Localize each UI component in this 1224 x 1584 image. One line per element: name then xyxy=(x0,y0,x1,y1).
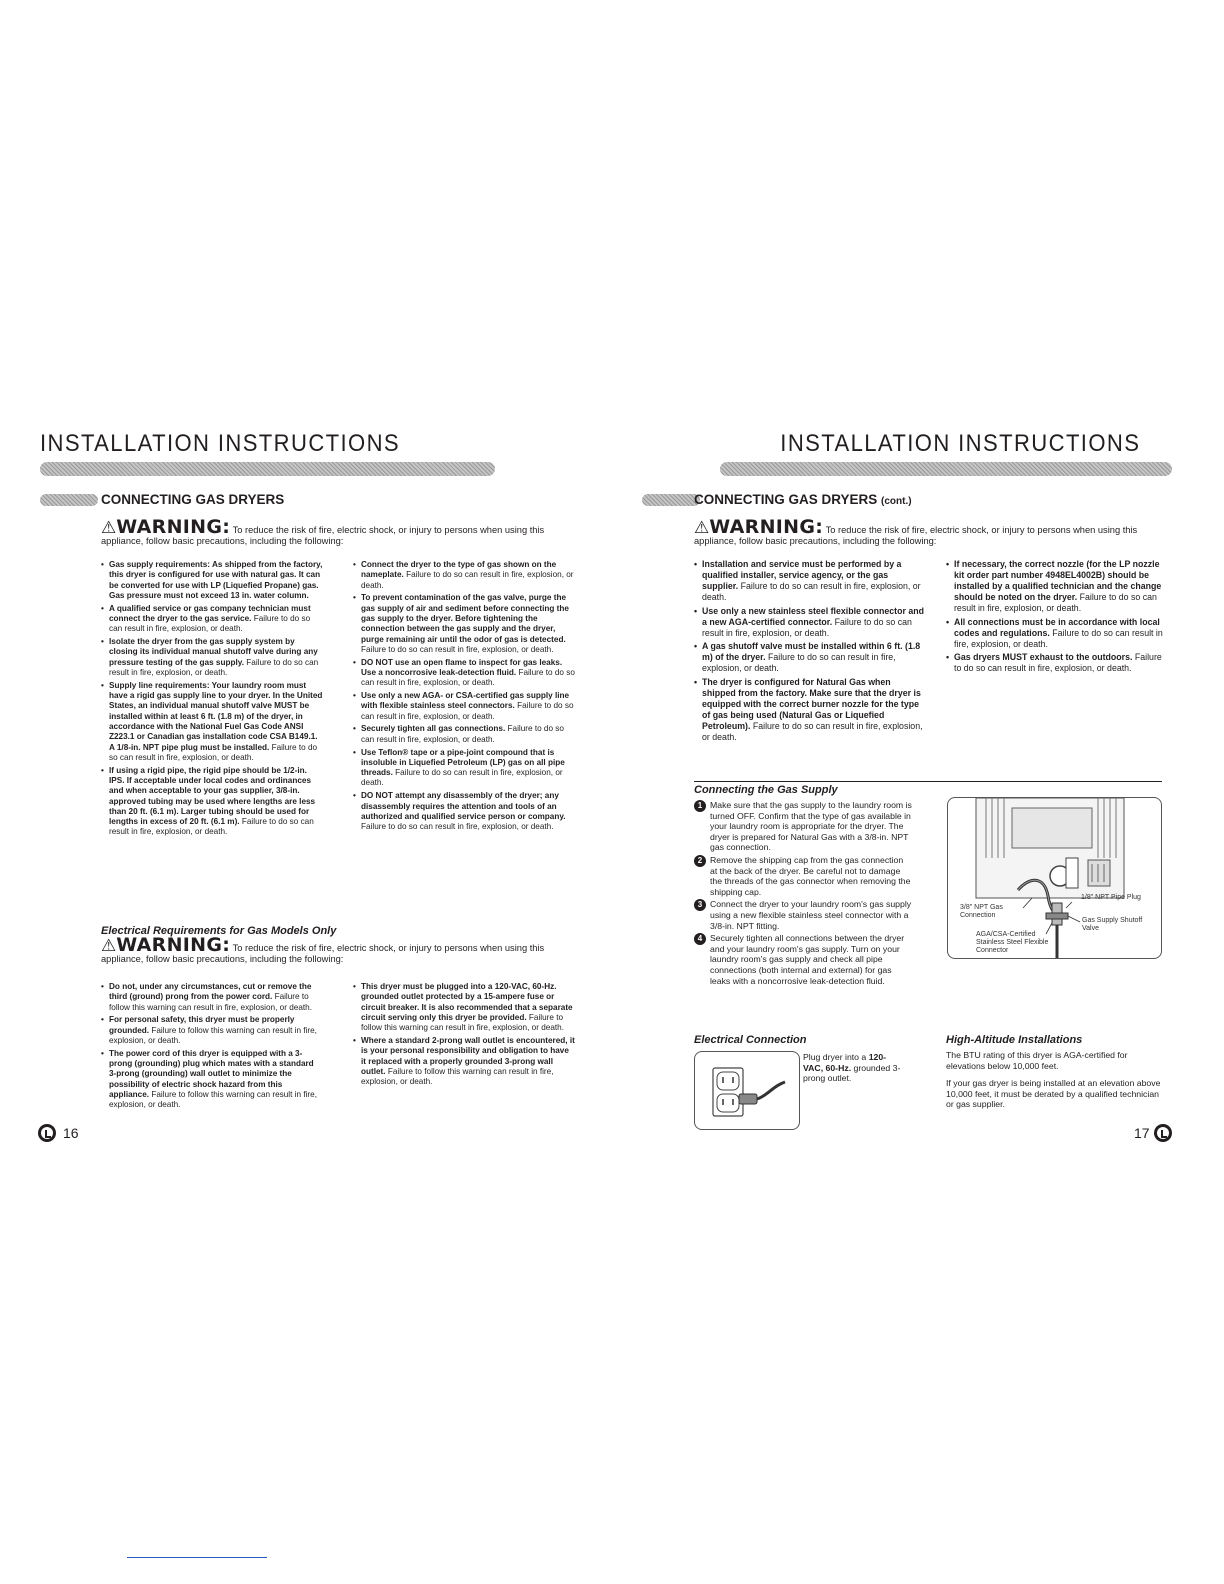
bullet-text: Failure to do so can result in fire, explosion, or death. xyxy=(361,667,575,688)
bullet-bold-text: The power cord of this dryer is equipped with a 3-prong (grounding) plug which mates with a standard 3-prong (grounding) wall outlet to minimize the possibility of electric shock hazard from this appliance. xyxy=(109,1048,314,1099)
bullet-text: Failure to do so can result in fire, explosion, or death. xyxy=(361,570,574,590)
gas-connection-diagram xyxy=(947,797,1162,959)
bullet-item xyxy=(353,658,575,689)
bullet-bold-text: Where a standard 2-prong wall outlet is encountered, it is your personal responsibility and obligation to have it replaced with a properly grounded 3-prong wall outlet. xyxy=(361,1035,575,1076)
step-number-badge: 2 xyxy=(694,855,706,867)
step-number-badge: 1 xyxy=(694,800,706,812)
bullet-bold-text: Use only a new stainless steel flexible connector and a new AGA-certified connector. xyxy=(702,605,924,627)
bullet-bold-text: A qualified service or gas company technician must connect the dryer to the gas service. xyxy=(109,603,311,623)
bullet-text: Failure to follow this warning can result in fire, explosion, or death. xyxy=(109,992,312,1012)
gas-supply-steps xyxy=(694,800,912,988)
elec-text-bold: 120-VAC, 60-Hz. xyxy=(803,1052,887,1073)
page-number: 16 xyxy=(63,1125,79,1141)
electrical-connection-heading: Electrical Connection xyxy=(694,1034,807,1046)
bullet-bold-text: A gas shutoff valve must be installed within 6 ft. (1.8 m) of the dryer. xyxy=(702,641,921,662)
bullet-item xyxy=(353,791,575,832)
title-bar xyxy=(40,462,495,476)
bullet-text: Failure to do so can result in fire, explosion, or death. xyxy=(361,701,574,721)
electrical-requirements-heading: Electrical Requirements for Gas Models Only xyxy=(101,925,337,937)
high-altitude-paragraph-1: The BTU rating of this dryer is AGA-certified for elevations below 10,000 feet. xyxy=(946,1050,1128,1071)
section-pill xyxy=(642,494,700,506)
bullet-bold-text: If using a rigid pipe, the rigid pipe should be 1/2-in. IPS. If acceptable under local codes and ordinances and when acceptable to your gas supplier, 3/8-in. approved tubing may be used where lengths are less than 20 ft. (6.1 m). Larger tubing should be used for lengths in excess of 20 ft. (6.1 m). xyxy=(109,765,316,827)
connecting-gas-supply-heading: Connecting the Gas Supply xyxy=(694,784,838,796)
bullet-text: Failure to do so can result in fire, explosion, or death. xyxy=(109,742,318,762)
step-text: Make sure that the gas supply to the laundry room is turned OFF. Confirm that the type of gas available in your laundry room is appropriate for the dryer. The dryer is prepared for Natural Gas with a 3/8-in. NPT gas connection. xyxy=(710,800,912,853)
section-pill xyxy=(40,494,98,506)
electrical-bullet-column-1 xyxy=(101,982,323,1113)
bullet-text: Failure to follow this warning can result in fire, explosion, or death. xyxy=(109,1025,317,1045)
bullet-item xyxy=(946,617,1168,650)
section-heading: CONNECTING GAS DRYERS xyxy=(101,492,285,507)
bullet-bold-text: Use Teflon® tape or a pipe-joint compound that is insoluble in Liquefied Petroleum (LP) gas on all pipe threads. xyxy=(361,747,565,778)
bullet-item xyxy=(946,652,1168,674)
high-altitude-heading: High-Altitude Installations xyxy=(946,1034,1083,1046)
bullet-item xyxy=(101,560,323,601)
page-number: 17 xyxy=(1134,1125,1150,1141)
bullet-text: Failure to do so can result in fire, explosion, or death. xyxy=(954,652,1162,673)
bullet-text: Failure to do so can result in fire, explosion, or death. xyxy=(109,817,314,837)
npt-gas-connection-label: 3/8" NPT Gas Connection xyxy=(960,904,1003,919)
bullet-item xyxy=(353,691,575,722)
bullet-item xyxy=(353,748,575,789)
warning-text: To reduce the risk of fire, electric shock, or injury to persons when using this appliance, follow basic precautions, including the following: xyxy=(694,525,1138,546)
flexible-connector-label: AGA/CSA-Certified Stainless Steel Flexible Connector xyxy=(976,931,1049,954)
gas-supply-valve-label: Gas Supply Shutoff Valve xyxy=(1082,917,1143,932)
left-bullet-column-2 xyxy=(353,560,575,835)
section-heading xyxy=(694,492,912,507)
bullet-item xyxy=(101,1049,323,1111)
bullet-text: Failure to do so can result in fire, explosion, or death. xyxy=(361,768,563,788)
bullet-bold-text: For personal safety, this dryer must be properly grounded. xyxy=(109,1015,295,1035)
high-altitude-paragraph-2: If your gas dryer is being installed at an elevation above 10,000 feet, it must be derated by a qualified technician or gas supplier. xyxy=(946,1078,1161,1110)
right-bullet-column-1 xyxy=(694,559,926,745)
bullet-item xyxy=(353,982,575,1033)
bullet-bold-text: The dryer is configured for Natural Gas when shipped from the factory. Make sure that the dryer is equipped with the correct burner nozzle for the type of gas being used (Natural Gas or Liquefied Petroleum). xyxy=(702,676,921,731)
step-text: Remove the shipping cap from the gas connection at the back of the dryer. Be careful not to damage the threads of the gas connector when removing the shipping cap. xyxy=(710,854,911,897)
bullet-text: Failure to do so can result in fire, explosion, or death. xyxy=(109,657,319,677)
bullet-text: Failure to do so can result in fire, explosion, or death. xyxy=(702,720,923,742)
step-item xyxy=(694,933,912,986)
warning-icon: ⚠ xyxy=(694,518,710,537)
bullet-bold-text: Supply line requirements: Your laundry room must have a rigid gas supply line to your dryer. In the United States, an individual manual shutoff valve MUST be installed within at least 6 ft. (1.8 m) of the dryer, in accordance with the National Fuel Gas Code ANSI Z223.1 or Canadian gas installation code CSA B149.1. A 1/8-in. NPT pipe plug must be installed. xyxy=(109,680,323,752)
bullet-item xyxy=(694,559,926,603)
step-item xyxy=(694,899,912,931)
bullet-text: Failure to do so can result in fire, explosion, or death. xyxy=(361,644,554,654)
bullet-item xyxy=(353,593,575,655)
elec-text-pre: Plug dryer into a xyxy=(803,1052,867,1062)
bullet-bold-text: All connections must be in accordance with local codes and regulations. xyxy=(954,616,1160,638)
outlet-diagram xyxy=(694,1051,800,1130)
bullet-bold-text: If necessary, the correct nozzle (for the LP nozzle kit order part number 4948EL4002B) should be installed by a qualified technician and the change should be noted on the dryer. xyxy=(954,559,1162,602)
warning-icon: ⚠ xyxy=(101,936,117,955)
bullet-text: Failure to follow this warning can result in fire, explosion, or death. xyxy=(361,1066,554,1087)
bullet-bold-text: Installation and service must be performed by a qualified installer, service agency, or the gas supplier. xyxy=(702,559,902,591)
bullet-item xyxy=(353,724,575,745)
title-bar xyxy=(720,462,1172,476)
bullet-item xyxy=(101,1015,323,1046)
warning-block xyxy=(694,516,1164,547)
bullet-item xyxy=(101,681,323,763)
bullet-item xyxy=(101,982,323,1013)
page-title: INSTALLATION INSTRUCTIONS xyxy=(779,430,1140,457)
warning-block xyxy=(101,516,571,547)
bullet-bold-text: Use only a new AGA- or CSA-certified gas supply line with flexible stainless steel connectors. xyxy=(361,691,570,711)
bullet-text: Failure to do so can result in fire, explosion, or death. xyxy=(109,613,311,634)
bullet-item xyxy=(353,560,575,591)
bullet-item xyxy=(101,766,323,838)
right-bullet-column-2 xyxy=(946,559,1168,677)
electrical-bullet-column-2 xyxy=(353,982,575,1090)
lg-logo-icon xyxy=(1154,1124,1172,1142)
page-title: INSTALLATION INSTRUCTIONS xyxy=(40,430,401,457)
bullet-bold-text: Connect the dryer to the type of gas shown on the nameplate. xyxy=(361,560,557,580)
bullet-text: Failure to follow this warning can result in fire, explosion, or death. xyxy=(109,1089,317,1110)
bullet-text: Failure to do so can result in fire, explosion, or death. xyxy=(702,616,912,638)
bullet-text: Failure to do so can result in fire, explosion, or death. xyxy=(361,822,554,832)
step-number-badge: 4 xyxy=(694,933,706,945)
bullet-item xyxy=(694,606,926,639)
bullet-bold-text: DO NOT attempt any disassembly of the dryer; any disassembly requires the attention and tools of an authorized and qualified service person or company. xyxy=(361,791,566,821)
right-page xyxy=(612,0,1224,1584)
warning-icon: ⚠ xyxy=(101,518,117,537)
npt-pipe-plug-label: 1/8" NPT Pipe Plug xyxy=(1081,894,1141,901)
section-heading-text: CONNECTING GAS DRYERS xyxy=(694,492,878,507)
bullet-text: Failure to do so can result in fire, explosion, or death. xyxy=(954,627,1163,649)
bullet-bold-text: To prevent contamination of the gas valve, purge the gas supply of air and sediment before connecting the gas supply to the dryer. Before tightening the connection between the gas supply and the dryer, purge remaining air until the odor of gas is detected. xyxy=(361,593,569,644)
electrical-warning-block xyxy=(101,934,571,965)
bullet-item xyxy=(694,641,926,674)
bullet-item xyxy=(946,559,1168,614)
bullet-bold-text: This dryer must be plugged into a 120-VAC, 60-Hz. grounded outlet protected by a 15-ampere fuse or circuit breaker. It is also recommended that a separate circuit serving only this dryer be provided. xyxy=(361,982,573,1022)
step-text: Connect the dryer to your laundry room's gas supply using a new flexible stainless steel connector with a 3/8-in. NPT fitting. xyxy=(710,899,912,931)
outlet-plug-icon xyxy=(695,1052,799,1129)
electrical-connection-text xyxy=(803,1052,903,1084)
bullet-bold-text: Isolate the dryer from the gas supply system by closing its individual manual shutoff valve during any pressure testing of the gas supply. xyxy=(109,637,318,667)
lg-logo-icon xyxy=(38,1124,56,1142)
bullet-bold-text: Gas supply requirements: As shipped from the factory, this dryer is configured for use with natural gas. It can be converted for use with LP (Liquefied Propane) gas. Gas pressure must not exceed 13 in. water column. xyxy=(109,560,323,600)
bullet-bold-text: Gas dryers MUST exhaust to the outdoors. xyxy=(954,652,1133,662)
warning-label: WARNING: xyxy=(116,516,231,538)
bullet-bold-text: Do not, under any circumstances, cut or remove the third (ground) prong from the power cord. xyxy=(109,982,312,1002)
warning-label: WARNING: xyxy=(709,516,824,538)
bullet-text: Failure to do so can result in fire, explosion, or death. xyxy=(702,581,921,602)
bullet-text: Failure to do so can result in fire, explosion, or death. xyxy=(954,592,1157,613)
warning-label: WARNING: xyxy=(116,934,231,956)
left-bullet-column-1 xyxy=(101,560,323,840)
step-item xyxy=(694,855,912,897)
step-item xyxy=(694,800,912,853)
bullet-text: Failure to do so can result in fire, explosion, or death. xyxy=(361,724,564,744)
section-heading-suffix: (cont.) xyxy=(881,496,912,507)
step-number-badge: 3 xyxy=(694,899,706,911)
elec-text-post: grounded 3-prong outlet. xyxy=(803,1062,901,1084)
warning-text: To reduce the risk of fire, electric shock, or injury to persons when using this appliance, follow basic precautions, including the following: xyxy=(101,943,545,964)
warning-text: To reduce the risk of fire, electric shock, or injury to persons when using this appliance, follow basic precautions, including the following: xyxy=(101,525,545,546)
footer-line xyxy=(127,1557,267,1558)
bullet-item xyxy=(694,677,926,743)
bullet-bold-text: DO NOT use an open flame to inspect for gas leaks. Use a noncorrosive leak-detection fluid. xyxy=(361,657,563,677)
bullet-item xyxy=(353,1036,575,1087)
bullet-item xyxy=(101,637,323,678)
bullet-text: Failure to follow this warning can result in fire, explosion, or death. xyxy=(361,1012,564,1033)
bullet-item xyxy=(101,604,323,635)
bullet-bold-text: Securely tighten all gas connections. xyxy=(361,724,506,734)
step-text: Securely tighten all connections between the dryer and your laundry room's gas supply. Turn on your laundry room's gas supply and check all pipe connections (both internal and external) for gas leaks with a noncorrosive leak-detection fluid. xyxy=(710,933,905,986)
divider xyxy=(694,781,1162,782)
bullet-text: Failure to do so can result in fire, explosion, or death. xyxy=(702,652,896,673)
